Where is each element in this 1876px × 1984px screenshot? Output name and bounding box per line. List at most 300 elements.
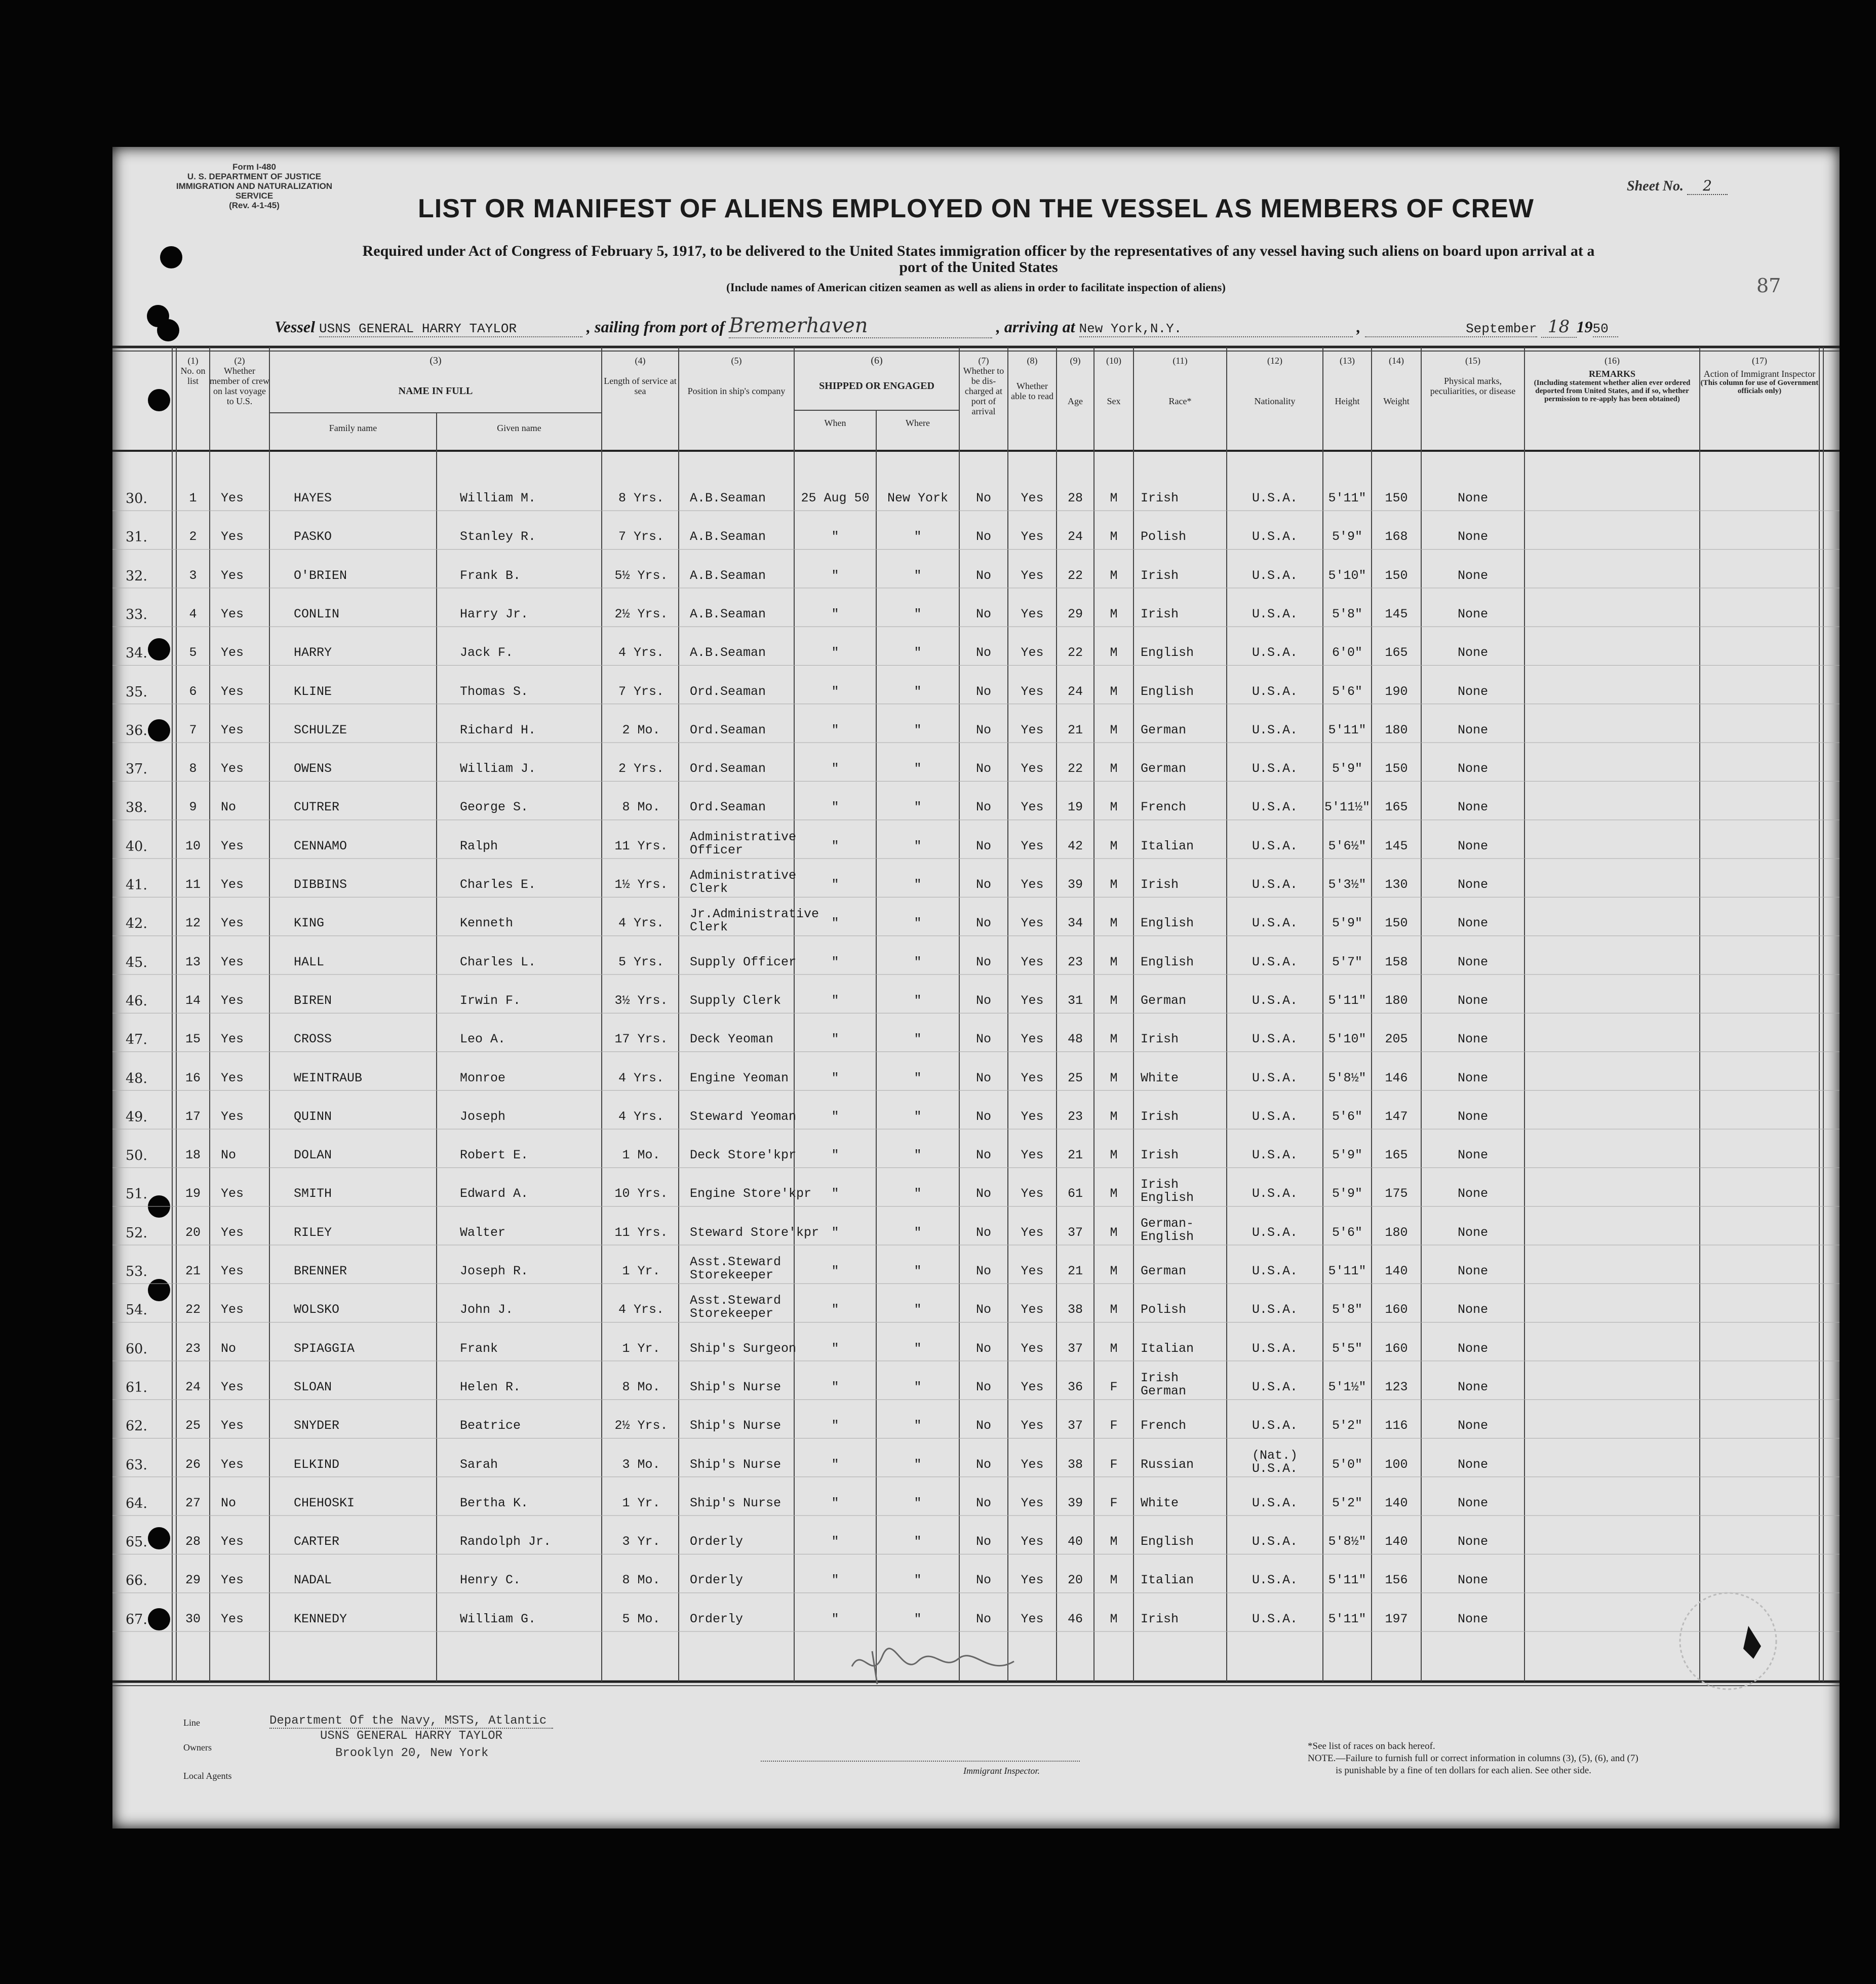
sheet-label: Sheet No. (1627, 178, 1684, 194)
height: 5'9" (1332, 529, 1362, 544)
margin-number: 60. (126, 1341, 147, 1357)
given-name: Ralph (460, 838, 498, 853)
race: Irish (1141, 877, 1179, 892)
physical-marks: None (1457, 606, 1488, 621)
family-name: CHEHOSKI (294, 1495, 355, 1510)
weight: 150 (1385, 568, 1408, 583)
length-of-service: 1 Yr. (622, 1341, 660, 1356)
family-name: OWENS (294, 761, 332, 776)
age: 23 (1067, 954, 1083, 969)
given-name: Joseph (460, 1109, 506, 1124)
sex: M (1110, 1148, 1118, 1163)
position: Asst.Steward Storekeeper (690, 1293, 781, 1321)
family-name: HAYES (294, 491, 332, 505)
discharged: No (975, 1070, 991, 1085)
shipped-where: " (914, 916, 922, 931)
last-voyage: Yes (221, 1302, 244, 1317)
shipped-where: " (914, 1573, 922, 1588)
position: Ord.Seaman (690, 761, 766, 776)
height: 5'2" (1332, 1495, 1362, 1510)
given-name: Edward A. (460, 1186, 529, 1201)
race: Irish (1141, 1109, 1179, 1124)
shipped-when: " (831, 1032, 839, 1047)
shipped-when: 25 Aug 50 (801, 491, 870, 505)
last-voyage: Yes (221, 838, 244, 853)
margin-number: 48. (126, 1070, 147, 1086)
position: Orderly (690, 1611, 744, 1626)
race: White (1141, 1495, 1179, 1510)
row-number: 18 (185, 1148, 201, 1163)
physical-marks: None (1457, 1457, 1488, 1472)
age: 22 (1067, 568, 1083, 583)
last-voyage: Yes (221, 954, 244, 969)
race: English (1141, 954, 1194, 969)
row-number: 2 (189, 529, 197, 544)
shipped-when: " (831, 1302, 839, 1317)
weight: 197 (1385, 1611, 1408, 1626)
physical-marks: None (1457, 838, 1488, 853)
margin-number: 30. (126, 491, 147, 507)
shipped-where: " (914, 1109, 922, 1124)
family-name: HARRY (294, 645, 332, 660)
shipped-where: " (914, 568, 922, 583)
nationality: U.S.A. (1252, 877, 1298, 892)
margin-number: 37. (126, 761, 147, 777)
position: Ship's Nurse (690, 1418, 781, 1433)
last-voyage: No (221, 1148, 237, 1163)
margin-number: 62. (126, 1418, 147, 1434)
nationality: U.S.A. (1252, 645, 1298, 660)
given-name: Helen R. (460, 1379, 521, 1394)
position: Engine Store'kpr (690, 1186, 812, 1201)
weight: 160 (1385, 1302, 1408, 1317)
able-to-read: Yes (1021, 1264, 1044, 1278)
physical-marks: None (1457, 1611, 1488, 1626)
shipped-where: " (914, 993, 922, 1008)
position: Deck Yeoman (690, 1032, 774, 1047)
sex: M (1110, 529, 1118, 544)
given-name: Kenneth (460, 916, 514, 931)
discharged: No (975, 1302, 991, 1317)
weight: 180 (1385, 993, 1408, 1008)
age: 39 (1067, 877, 1083, 892)
position: Supply Officer (690, 954, 797, 969)
physical-marks: None (1457, 761, 1488, 776)
local-agents-label: Local Agents (183, 1771, 232, 1781)
length-of-service: 17 Yrs. (614, 1032, 668, 1047)
discharged: No (975, 993, 991, 1008)
race: English (1141, 1534, 1194, 1549)
row-number: 8 (189, 761, 197, 776)
given-name: Richard H. (460, 722, 536, 737)
race: German (1141, 761, 1187, 776)
shipped-where: " (914, 1186, 922, 1201)
shipped-where: " (914, 838, 922, 853)
able-to-read: Yes (1021, 684, 1044, 699)
position: Orderly (690, 1534, 744, 1549)
height: 5'11" (1328, 1264, 1366, 1278)
age: 28 (1067, 491, 1083, 505)
col3b-header: Given name (497, 423, 541, 433)
discharged: No (975, 877, 991, 892)
shipped-when: " (831, 916, 839, 931)
length-of-service: 1 Mo. (622, 1148, 660, 1163)
last-voyage: Yes (221, 1611, 244, 1626)
family-name: SMITH (294, 1186, 332, 1201)
vessel-name: USNS GENERAL HARRY TAYLOR (319, 321, 582, 337)
shipped-where: " (914, 606, 922, 621)
given-name: Robert E. (460, 1148, 529, 1163)
arrival-year-suffix: 50 (1593, 321, 1618, 337)
shipped-where: " (914, 645, 922, 660)
sex: M (1110, 1032, 1118, 1047)
margin-number: 36. (126, 722, 147, 738)
able-to-read: Yes (1021, 606, 1044, 621)
able-to-read: Yes (1021, 568, 1044, 583)
weight: 130 (1385, 877, 1408, 892)
col10-header: (10) Sex (1106, 356, 1121, 406)
shipped-when: " (831, 1418, 839, 1433)
margin-number: 46. (126, 993, 147, 1009)
height: 5'9" (1332, 761, 1362, 776)
sex: M (1110, 1186, 1118, 1201)
age: 38 (1067, 1302, 1083, 1317)
physical-marks: None (1457, 1264, 1488, 1278)
last-voyage: Yes (221, 606, 244, 621)
weight: 116 (1385, 1418, 1408, 1433)
shipped-when: " (831, 1109, 839, 1124)
margin-number: 54. (126, 1302, 147, 1318)
margin-number: 42. (126, 916, 147, 932)
race: Irish (1141, 1148, 1179, 1163)
given-name: George S. (460, 800, 529, 815)
owners-value-2: Brooklyn 20, New York (335, 1746, 489, 1760)
inspector-signature-line (761, 1761, 1080, 1762)
inspector-stamp (1672, 1585, 1784, 1697)
col16-header: (16) REMARKS (Including statement whether alien ever ordered deported from United States, and if so, whether permission to re-apply has been obtained) (1534, 356, 1691, 403)
last-voyage: Yes (221, 491, 244, 505)
given-name: John J. (460, 1302, 514, 1317)
able-to-read: Yes (1021, 800, 1044, 815)
discharged: No (975, 1418, 991, 1433)
discharged: No (975, 761, 991, 776)
position: Ord.Seaman (690, 800, 766, 815)
margin-number: 45. (126, 954, 147, 970)
given-name: Beatrice (460, 1418, 521, 1433)
shipped-where: " (914, 684, 922, 699)
nationality: U.S.A. (1252, 1611, 1298, 1626)
last-voyage: Yes (221, 1070, 244, 1085)
nationality: U.S.A. (1252, 606, 1298, 621)
col1-header: (1) No. on list (180, 356, 206, 386)
margin-number: 67. (126, 1611, 147, 1627)
given-name: Charles L. (460, 954, 536, 969)
weight: 165 (1385, 800, 1408, 815)
weight: 140 (1385, 1264, 1408, 1278)
position: Asst.Steward Storekeeper (690, 1255, 781, 1282)
physical-marks: None (1457, 1495, 1488, 1510)
able-to-read: Yes (1021, 1148, 1044, 1163)
weight: 150 (1385, 916, 1408, 931)
manifest-sheet (112, 147, 1840, 1829)
age: 21 (1067, 1264, 1083, 1278)
margin-number: 41. (126, 877, 147, 893)
given-name: Thomas S. (460, 684, 529, 699)
shipped-when: " (831, 684, 839, 699)
margin-number: 50. (126, 1148, 147, 1164)
shipped-where: " (914, 1264, 922, 1278)
height: 5'11" (1328, 491, 1366, 505)
age: 61 (1067, 1186, 1083, 1201)
physical-marks: None (1457, 800, 1488, 815)
able-to-read: Yes (1021, 529, 1044, 544)
family-name: CARTER (294, 1534, 340, 1549)
length-of-service: 1 Yr. (622, 1495, 660, 1510)
nationality: U.S.A. (1252, 916, 1298, 931)
shipped-when: " (831, 1148, 839, 1163)
position: A.B.Seaman (690, 529, 766, 544)
nationality: U.S.A. (1252, 761, 1298, 776)
physical-marks: None (1457, 1418, 1488, 1433)
sex: M (1110, 684, 1118, 699)
discharged: No (975, 1148, 991, 1163)
row-number: 22 (185, 1302, 201, 1317)
sex: F (1110, 1457, 1118, 1472)
family-name: DOLAN (294, 1148, 332, 1163)
margin-number: 63. (126, 1457, 147, 1473)
nationality: U.S.A. (1252, 1264, 1298, 1278)
col14-header: (14) Weight (1383, 356, 1410, 406)
margin-number: 52. (126, 1225, 147, 1241)
last-voyage: Yes (221, 1457, 244, 1472)
family-name: BRENNER (294, 1264, 347, 1278)
margin-number: 35. (126, 684, 147, 700)
shipped-where: " (914, 877, 922, 892)
last-voyage: Yes (221, 1573, 244, 1588)
arrival-month: September (1365, 321, 1537, 337)
length-of-service: 2½ Yrs. (614, 606, 668, 621)
sex: M (1110, 722, 1118, 737)
margin-number: 49. (126, 1109, 147, 1125)
age: 37 (1067, 1418, 1083, 1433)
age: 24 (1067, 529, 1083, 544)
discharged: No (975, 1186, 991, 1201)
last-voyage: Yes (221, 1418, 244, 1433)
physical-marks: None (1457, 1534, 1488, 1549)
age: 37 (1067, 1341, 1083, 1356)
weight: 100 (1385, 1457, 1408, 1472)
weight: 205 (1385, 1032, 1408, 1047)
sex: M (1110, 838, 1118, 853)
last-voyage: Yes (221, 993, 244, 1008)
position: Steward Yeoman (690, 1109, 797, 1124)
age: 22 (1067, 761, 1083, 776)
physical-marks: None (1457, 529, 1488, 544)
margin-number: 61. (126, 1379, 147, 1395)
col7-header: (7) Whether to be dis-charged at port of arrival (963, 356, 1004, 416)
position: Ship's Surgeon (690, 1341, 797, 1356)
subtitle (204, 243, 1753, 276)
race: Italian (1141, 1573, 1194, 1588)
length-of-service: 4 Yrs. (618, 1070, 664, 1085)
sex: M (1110, 1341, 1118, 1356)
age: 22 (1067, 645, 1083, 660)
page-title: LIST OR MANIFEST OF ALIENS EMPLOYED ON THE VESSEL AS MEMBERS OF CREW (418, 194, 1534, 223)
position: Engine Yeoman (690, 1070, 789, 1085)
weight: 145 (1385, 606, 1408, 621)
height: 5'10" (1328, 568, 1366, 583)
position: Supply Clerk (690, 993, 781, 1008)
shipped-when: " (831, 838, 839, 853)
length-of-service: 11 Yrs. (614, 1225, 668, 1240)
weight: 140 (1385, 1495, 1408, 1510)
length-of-service: 3½ Yrs. (614, 993, 668, 1008)
weight: 175 (1385, 1186, 1408, 1201)
penalty-note: NOTE.—Failure to furnish full or correct information in columns (3), (5), (6), and (7) (1308, 1753, 1638, 1764)
row-number: 12 (185, 916, 201, 931)
shipped-where: " (914, 1457, 922, 1472)
shipped-where: " (914, 800, 922, 815)
nationality: U.S.A. (1252, 954, 1298, 969)
race: German- English (1141, 1216, 1194, 1244)
nationality: U.S.A. (1252, 1341, 1298, 1356)
height: 5'8" (1332, 1302, 1362, 1317)
col4-header: (4) Length of service at sea (604, 356, 677, 396)
row-number: 11 (185, 877, 201, 892)
height: 5'6½" (1328, 838, 1366, 853)
length-of-service: 4 Yrs. (618, 1302, 664, 1317)
sheet-number (1627, 177, 1728, 195)
discharged: No (975, 1225, 991, 1240)
able-to-read: Yes (1021, 1495, 1044, 1510)
row-number: 6 (189, 684, 197, 699)
races-note: *See list of races on back hereof. (1308, 1741, 1435, 1752)
family-name: PASKO (294, 529, 332, 544)
physical-marks: None (1457, 568, 1488, 583)
physical-marks: None (1457, 722, 1488, 737)
race: Italian (1141, 838, 1194, 853)
margin-number: 31. (126, 529, 147, 546)
given-name: Joseph R. (460, 1264, 529, 1278)
position: Orderly (690, 1573, 744, 1588)
col6b-header: Where (906, 418, 930, 428)
family-name: QUINN (294, 1109, 332, 1124)
binder-hole (160, 246, 182, 268)
length-of-service: 3 Yr. (622, 1534, 660, 1549)
margin-number: 51. (126, 1186, 147, 1202)
physical-marks: None (1457, 954, 1488, 969)
race: White (1141, 1070, 1179, 1085)
age: 37 (1067, 1225, 1083, 1240)
margin-number: 33. (126, 606, 147, 623)
discharged: No (975, 684, 991, 699)
row-number: 15 (185, 1032, 201, 1047)
given-name: Sarah (460, 1457, 498, 1472)
discharged: No (975, 838, 991, 853)
sex: F (1110, 1495, 1118, 1510)
family-name: WEINTRAUB (294, 1070, 363, 1085)
last-voyage: Yes (221, 1264, 244, 1278)
length-of-service: 5 Yrs. (618, 954, 664, 969)
discharged: No (975, 491, 991, 505)
given-name: Charles E. (460, 877, 536, 892)
shipped-when: " (831, 761, 839, 776)
height: 5'6" (1332, 1109, 1362, 1124)
sex: F (1110, 1418, 1118, 1433)
physical-marks: None (1457, 491, 1488, 505)
last-voyage: No (221, 1495, 237, 1510)
able-to-read: Yes (1021, 1457, 1044, 1472)
col17-header: (17) Action of Immigrant Inspector (This column for use of Government officials only) (1700, 356, 1819, 395)
physical-marks: None (1457, 1032, 1488, 1047)
sex: M (1110, 954, 1118, 969)
family-name: KLINE (294, 684, 332, 699)
age: 42 (1067, 838, 1083, 853)
given-name: Frank B. (460, 568, 521, 583)
weight: 123 (1385, 1379, 1408, 1394)
shipped-when: " (831, 1225, 839, 1240)
nationality: U.S.A. (1252, 838, 1298, 853)
family-name: CROSS (294, 1032, 332, 1047)
nationality: U.S.A. (1252, 1225, 1298, 1240)
sex: M (1110, 1264, 1118, 1278)
col9-header: (9) Age (1068, 356, 1083, 406)
weight: 150 (1385, 761, 1408, 776)
length-of-service: 5½ Yrs. (614, 568, 668, 583)
height: 5'11" (1328, 1573, 1366, 1588)
row-number: 17 (185, 1109, 201, 1124)
race: Polish (1141, 1302, 1187, 1317)
race: Irish German (1141, 1370, 1187, 1398)
race: Irish (1141, 491, 1179, 505)
length-of-service: 4 Yrs. (618, 645, 664, 660)
race: German (1141, 993, 1187, 1008)
able-to-read: Yes (1021, 954, 1044, 969)
shipped-when: " (831, 1611, 839, 1626)
margin-number: 38. (126, 800, 147, 816)
position: A.B.Seaman (690, 568, 766, 583)
able-to-read: Yes (1021, 645, 1044, 660)
margin-number: 34. (126, 645, 147, 662)
height: 5'8½" (1328, 1534, 1366, 1549)
binder-hole (148, 1279, 170, 1301)
row-number: 25 (185, 1418, 201, 1433)
page-number: 87 (1756, 275, 1781, 297)
margin-number: 65. (126, 1534, 147, 1550)
age: 46 (1067, 1611, 1083, 1626)
able-to-read: Yes (1021, 1109, 1044, 1124)
physical-marks: None (1457, 1573, 1488, 1588)
length-of-service: 8 Mo. (622, 1379, 660, 1394)
last-voyage: Yes (221, 761, 244, 776)
family-name: SLOAN (294, 1379, 332, 1394)
given-name: William G. (460, 1611, 536, 1626)
nationality: U.S.A. (1252, 1302, 1298, 1317)
col3a-header: Family name (329, 423, 377, 433)
shipped-when: " (831, 877, 839, 892)
discharged: No (975, 529, 991, 544)
age: 19 (1067, 800, 1083, 815)
line-label: Line (183, 1718, 200, 1728)
shipped-when: " (831, 1070, 839, 1085)
shipped-when: " (831, 800, 839, 815)
able-to-read: Yes (1021, 1573, 1044, 1588)
shipped-where: " (914, 1070, 922, 1085)
able-to-read: Yes (1021, 1418, 1044, 1433)
length-of-service: 1½ Yrs. (614, 877, 668, 892)
row-number: 19 (185, 1186, 201, 1201)
position: Administrative Clerk (690, 868, 797, 896)
